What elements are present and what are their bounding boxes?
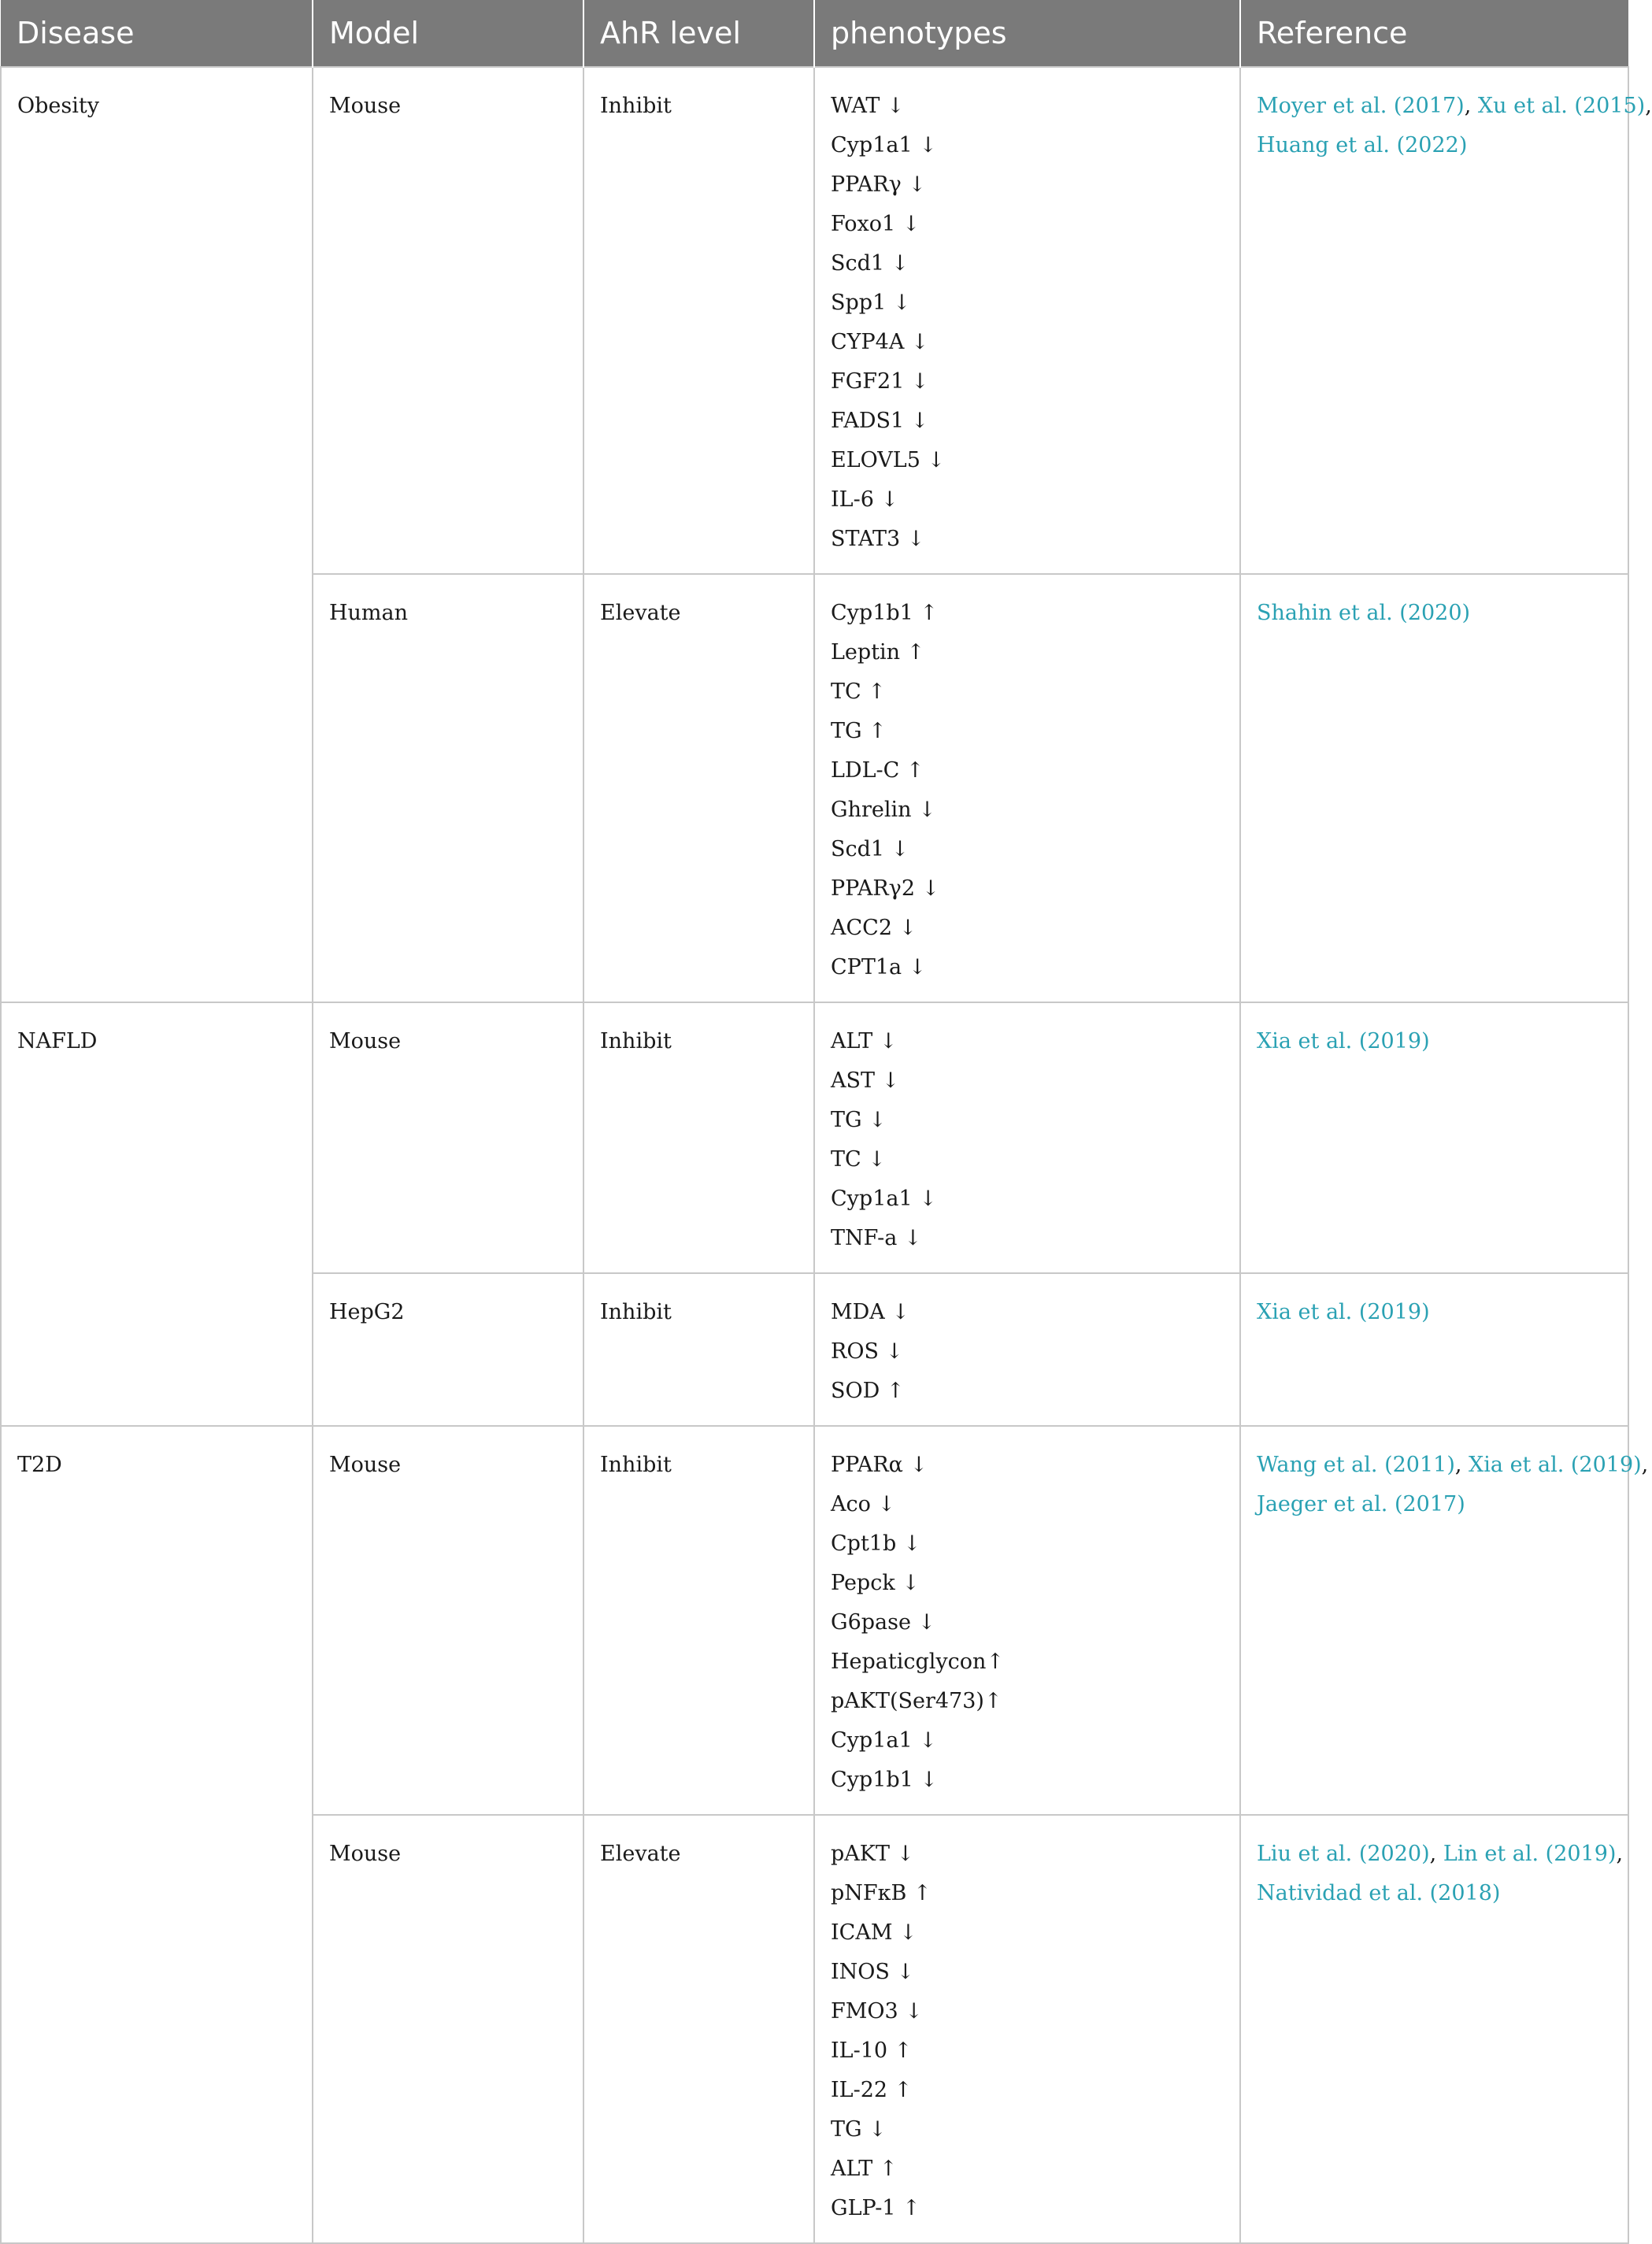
reference-line bbox=[1257, 1874, 1612, 1913]
model-cell: Human bbox=[313, 574, 583, 1002]
ahr-level-cell: Elevate bbox=[583, 574, 814, 1002]
phenotype-item: TC ↑ bbox=[831, 679, 886, 704]
header-disease: Disease bbox=[1, 0, 313, 67]
phenotype-item: TNF-a ↓ bbox=[831, 1226, 922, 1250]
phenotype-item: Scd1 ↓ bbox=[831, 837, 909, 861]
phenotype-item: IL-10 ↑ bbox=[831, 2038, 913, 2063]
phenotypes-cell bbox=[814, 67, 1240, 574]
phenotype-item: Cyp1a1 ↓ bbox=[831, 133, 937, 157]
phenotype-item: GLP-1 ↑ bbox=[831, 2196, 920, 2220]
reference-cell bbox=[1240, 1815, 1628, 2243]
phenotype-item: pNFκB ↑ bbox=[831, 1881, 932, 1905]
reference-separator: , bbox=[1645, 94, 1652, 118]
phenotype-item: LDL-C ↑ bbox=[831, 758, 924, 783]
reference-link[interactable]: Liu et al. (2020) bbox=[1257, 1842, 1430, 1866]
phenotype-item: IL-22 ↑ bbox=[831, 2078, 913, 2102]
phenotype-item: AST ↓ bbox=[831, 1068, 900, 1093]
reference-line bbox=[1257, 1293, 1612, 1332]
reference-link[interactable]: Xia et al. (2019) bbox=[1469, 1453, 1642, 1477]
phenotype-item: FGF21 ↓ bbox=[831, 369, 929, 394]
ahr-level-cell: Inhibit bbox=[583, 1002, 814, 1273]
phenotype-item: ICAM ↓ bbox=[831, 1920, 917, 1945]
phenotype-item: Cyp1a1 ↓ bbox=[831, 1728, 937, 1753]
reference-link[interactable]: Lin et al. (2019) bbox=[1443, 1842, 1617, 1866]
model-cell: Mouse bbox=[313, 1426, 583, 1815]
reference-line bbox=[1257, 1485, 1612, 1524]
phenotype-item: Cpt1b ↓ bbox=[831, 1531, 921, 1556]
phenotype-item: Leptin ↑ bbox=[831, 640, 925, 665]
disease-cell: Obesity bbox=[1, 67, 313, 1002]
phenotype-item: PPARα ↓ bbox=[831, 1453, 928, 1477]
reference-line bbox=[1257, 1446, 1649, 1485]
phenotype-item: Cyp1b1 ↓ bbox=[831, 1768, 939, 1792]
reference-link[interactable]: Xia et al. (2019) bbox=[1257, 1300, 1430, 1324]
reference-separator: , bbox=[1641, 1453, 1649, 1477]
phenotype-item: ACC2 ↓ bbox=[831, 916, 917, 940]
disease-cell: T2D bbox=[1, 1426, 313, 2243]
table-row bbox=[1, 67, 1628, 574]
phenotype-item: pAKT(Ser473)↑ bbox=[831, 1689, 1002, 1713]
phenotype-item: Spp1 ↓ bbox=[831, 291, 911, 315]
phenotype-item: Cyp1b1 ↑ bbox=[831, 601, 939, 625]
phenotype-item: pAKT ↓ bbox=[831, 1842, 915, 1866]
phenotype-item: WAT ↓ bbox=[831, 94, 905, 118]
reference-link[interactable]: Natividad et al. (2018) bbox=[1257, 1881, 1501, 1905]
phenotype-item: Scd1 ↓ bbox=[831, 251, 909, 276]
header-model: Model bbox=[313, 0, 583, 67]
header-ahr-level: AhR level bbox=[583, 0, 814, 67]
reference-cell bbox=[1240, 1002, 1628, 1273]
phenotypes-cell bbox=[814, 574, 1240, 1002]
reference-separator: , bbox=[1429, 1842, 1443, 1866]
phenotype-item: FMO3 ↓ bbox=[831, 1999, 923, 2024]
phenotype-item: G6pase ↓ bbox=[831, 1610, 936, 1635]
phenotype-item: ELOVL5 ↓ bbox=[831, 448, 946, 472]
reference-link[interactable]: Xia et al. (2019) bbox=[1257, 1029, 1430, 1053]
reference-line bbox=[1257, 126, 1612, 165]
phenotype-item: CPT1a ↓ bbox=[831, 955, 927, 979]
reference-link[interactable]: Shahin et al. (2020) bbox=[1257, 601, 1471, 625]
reference-line bbox=[1257, 87, 1652, 126]
phenotypes-cell bbox=[814, 1273, 1240, 1426]
reference-line bbox=[1257, 1022, 1612, 1061]
phenotype-item: ALT ↑ bbox=[831, 2157, 898, 2181]
phenotype-item: TC ↓ bbox=[831, 1147, 886, 1172]
reference-cell bbox=[1240, 67, 1652, 574]
reference-separator: , bbox=[1616, 1842, 1624, 1866]
reference-line bbox=[1257, 1835, 1624, 1874]
reference-link[interactable]: Moyer et al. (2017) bbox=[1257, 94, 1465, 118]
phenotypes-cell bbox=[814, 1426, 1240, 1815]
ahr-level-cell: Inhibit bbox=[583, 1273, 814, 1426]
reference-cell bbox=[1240, 1426, 1649, 1815]
phenotype-item: ROS ↓ bbox=[831, 1339, 904, 1364]
phenotype-item: INOS ↓ bbox=[831, 1960, 915, 1984]
phenotype-item: Pepck ↓ bbox=[831, 1571, 920, 1595]
phenotype-item: STAT3 ↓ bbox=[831, 527, 925, 551]
phenotype-item: SOD ↑ bbox=[831, 1379, 905, 1403]
phenotype-item: Hepaticglycon↑ bbox=[831, 1650, 1005, 1674]
model-cell: Mouse bbox=[313, 1815, 583, 2243]
phenotype-item: Ghrelin ↓ bbox=[831, 798, 936, 822]
phenotype-item: TG ↓ bbox=[831, 1108, 887, 1132]
phenotype-item: ALT ↓ bbox=[831, 1029, 898, 1053]
reference-cell bbox=[1240, 1273, 1628, 1426]
phenotype-item: TG ↑ bbox=[831, 719, 887, 743]
reference-link[interactable]: Wang et al. (2011) bbox=[1257, 1453, 1455, 1477]
reference-link[interactable]: Jaeger et al. (2017) bbox=[1257, 1492, 1465, 1516]
ahr-level-cell: Inhibit bbox=[583, 67, 814, 574]
ahr-level-cell: Elevate bbox=[583, 1815, 814, 2243]
phenotype-item: MDA ↓ bbox=[831, 1300, 909, 1324]
phenotypes-cell bbox=[814, 1002, 1240, 1273]
phenotype-item: Aco ↓ bbox=[831, 1492, 896, 1516]
phenotypes-cell bbox=[814, 1815, 1240, 2243]
table-row bbox=[1, 1002, 1628, 1273]
model-cell: Mouse bbox=[313, 67, 583, 574]
model-cell: Mouse bbox=[313, 1002, 583, 1273]
phenotype-item: TG ↓ bbox=[831, 2117, 887, 2142]
phenotype-item: PPARγ ↓ bbox=[831, 172, 927, 197]
model-cell: HepG2 bbox=[313, 1273, 583, 1426]
header-row bbox=[1, 0, 1628, 67]
phenotype-item: IL-6 ↓ bbox=[831, 487, 899, 512]
reference-separator: , bbox=[1464, 94, 1478, 118]
disease-cell: NAFLD bbox=[1, 1002, 313, 1426]
phenotype-item: Cyp1a1 ↓ bbox=[831, 1187, 937, 1211]
reference-cell bbox=[1240, 574, 1628, 1002]
reference-line bbox=[1257, 594, 1612, 633]
reference-link[interactable]: Huang et al. (2022) bbox=[1257, 133, 1468, 157]
ahr-level-cell: Inhibit bbox=[583, 1426, 814, 1815]
reference-separator: , bbox=[1454, 1453, 1469, 1477]
phenotype-item: PPARγ2 ↓ bbox=[831, 876, 940, 901]
table-row bbox=[1, 1426, 1628, 1815]
phenotype-item: CYP4A ↓ bbox=[831, 330, 929, 354]
header-reference: Reference bbox=[1240, 0, 1628, 67]
phenotype-item: FADS1 ↓ bbox=[831, 409, 929, 433]
reference-link[interactable]: Xu et al. (2015) bbox=[1477, 94, 1646, 118]
phenotype-item: Foxo1 ↓ bbox=[831, 212, 920, 236]
header-phenotypes: phenotypes bbox=[814, 0, 1240, 67]
